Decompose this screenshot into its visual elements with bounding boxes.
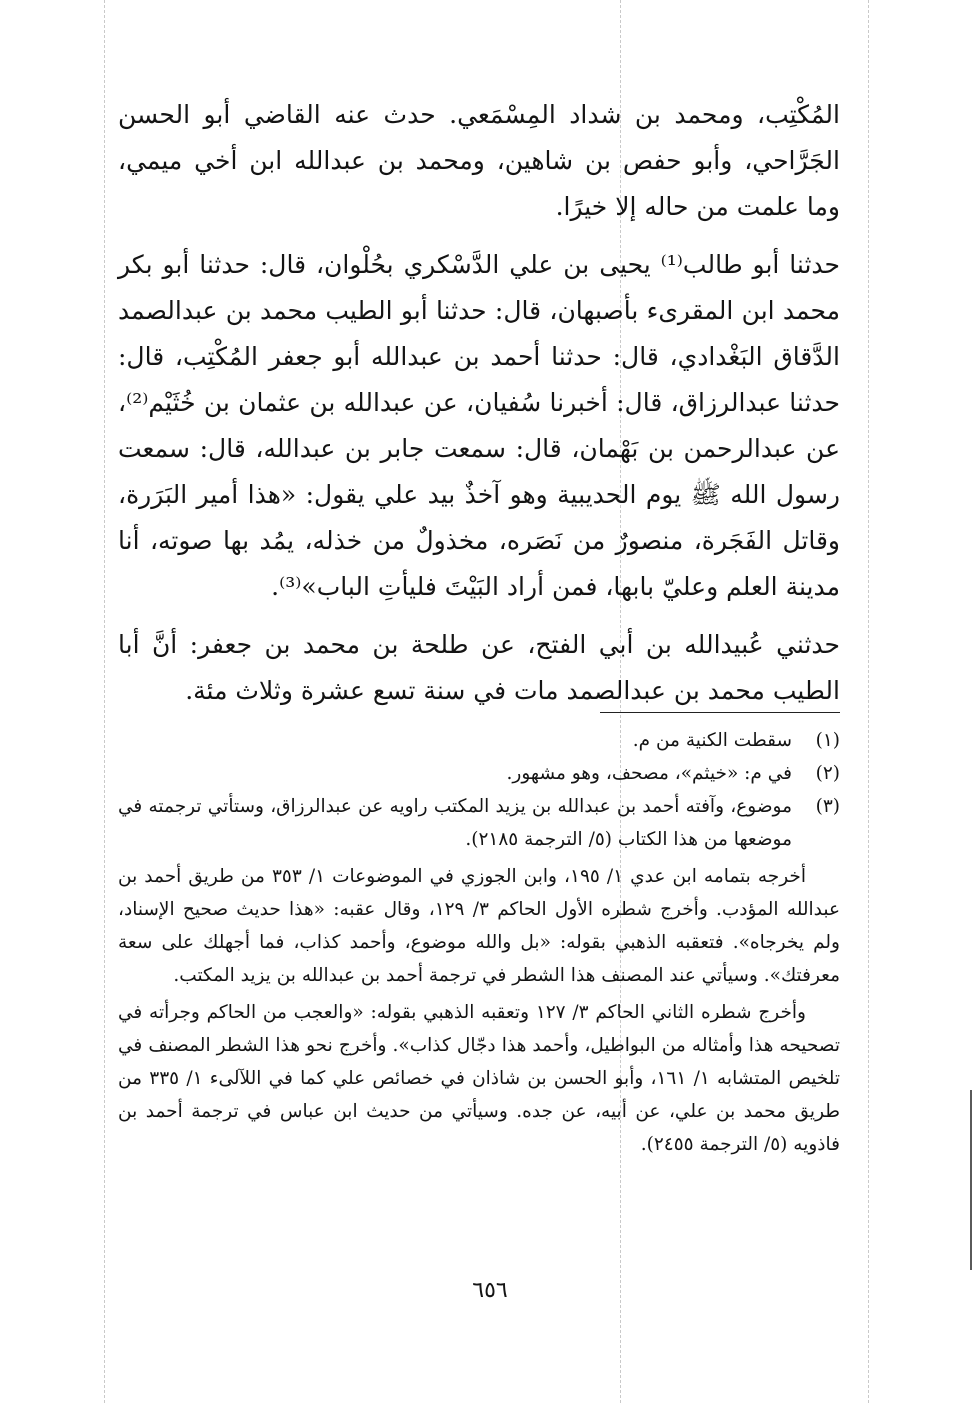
footnote (118, 757, 840, 790)
paragraph: حدثني عُبيدالله بن أبي الفتح، عن طلحة بن محمد بن جعفر: أنَّ أبا الطيب محمد بن عبدالصمد مات في سنة تسع عشرة وثلاث مئة. (118, 630, 840, 705)
fold-line (104, 0, 105, 1403)
footnote-number: (١) (815, 730, 840, 751)
footnote-number: (٢) (815, 763, 840, 784)
footnote-text: موضوع، وآفته أحمد بن عبدالله بن يزيد المكتب راويه عن عبدالرزاق، وستأتي ترجمته في موضعها من هذا الكتاب (٥/ الترجمة ٢١٨٥). (118, 796, 792, 850)
footnote-text: سقطت الكنية من م. (632, 730, 792, 751)
footnote-text: في م: «خيثم»، مصحف، وهو مشهور. (506, 763, 792, 784)
footnote-separator (600, 712, 840, 713)
footnote-paragraph: أخرجه بتمامه ابن عدي ١/ ١٩٥، وابن الجوزي في الموضوعات ١/ ٣٥٣ من طريق أحمد بن عبدالله المؤدب. وأخرج شطره الأول الحاكم ٣/ ١٢٩، وقال عقبه: «هذا حديث صحيح الإسناد، ولم يخرجاه». فتعقبه الذهبي بقوله: «بل والله موضوع، وأحمد كذاب، فما أجهلك على سعة معرفتك». وسيأتي عند المصنف هذا الشطر في ترجمة أحمد بن عبدالله بن يزيد المكتب. (118, 866, 840, 986)
footnote (118, 790, 840, 856)
fold-line (868, 0, 869, 1403)
paragraph: المُكْتِب، ومحمد بن شداد المِسْمَعي. حدث عنه القاضي أبو الحسن الجَرَّاحي، وأبو حفص بن شاهين، ومحمد بن عبدالله ابن أخي ميمي، وما علمت من حاله إلا خيرًا. (118, 100, 840, 221)
paragraph: حدثنا أبو طالب⁽¹⁾ يحيى بن علي الدَّسْكري بحُلْوان، قال: حدثنا أبو بكر محمد ابن المقرىء بأصبهان، قال: حدثنا أبو الطيب محمد بن عبدالصمد الدَّقاق البَغْدادي، قال: حدثنا أحمد بن عبدالله أبو جعفر المُكْتِب، قال: حدثنا عبدالرزاق، قال: أخبرنا سُفيان، عن عبدالله بن عثمان بن خُثَيْم⁽²⁾، عن عبدالرحمن بن بَهْمان، قال: سمعت جابر بن عبدالله، قال: سمعت رسول الله ﷺ يوم الحديبية وهو آخذٌ بيد علي يقول: «هذا أمير البَرَرة، وقاتل الفَجَرة، منصورٌ من نَصَره، مخذولٌ من خذله، يمُد بها صوته، أنا مدينة العلم وعليّ بابها، فمن أراد البَيْتَ فليأتِ الباب»⁽³⁾. (118, 250, 840, 601)
page-edge-mark (970, 1090, 972, 1270)
main-text (118, 92, 840, 714)
footnote (118, 724, 840, 757)
footnote-paragraph: وأخرج شطره الثاني الحاكم ٣/ ١٢٧ وتعقبه الذهبي بقوله: «والعجب من الحاكم وجرأته في تصحيحه هذا وأمثاله من البواطيل، وأحمد هذا دجّال كذاب». وأخرج نحو هذا الشطر المصنف في تلخيص المتشابه ١/ ١٦١، وأبو الحسن بن شاذان في خصائص علي كما في اللآلىء ١/ ٣٣٥ من طريق محمد بن علي، عن أبيه، عن جده. وسيأتي من حديث ابن عباس في ترجمة أحمد بن فاذويه (٥/ الترجمة ٢٤٥٥). (118, 1002, 840, 1155)
page-number: ٦٥٦ (472, 1278, 508, 1303)
footnote-number: (٣) (815, 796, 840, 817)
footnotes (118, 724, 840, 1161)
